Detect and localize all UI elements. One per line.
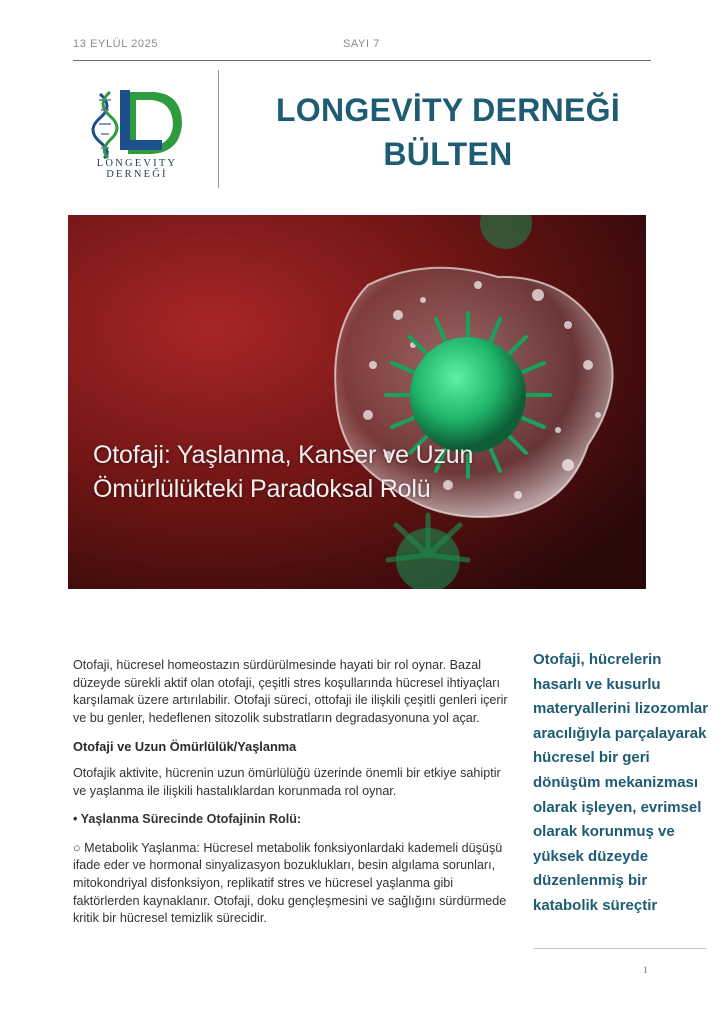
paragraph: Otofajik aktivite, hücrenin uzun ömürlülüğü üzerinde önemli bir etkiye sahiptir ve yaşlanma ile ilişkili hastalıklardan korunmada rol oynar.	[73, 765, 501, 798]
pull-quote: Otofaji, hücrelerin hasarlı ve kusurlu materyallerini lizozomlar aracılığıyla parçalayarak hücresel bir geri dönüşüm mekanizması olarak işleyen, evrimsel olarak korunmuş ve yüksek düzeyde düzenlenmiş bir katabolik süreçtir	[533, 651, 709, 914]
logo-text: LONGEVITY DERNEĞİ	[96, 158, 178, 180]
bullet-heading: • Yaşlanma Sürecinde Otofajinin Rolü:	[73, 812, 302, 827]
logo-mark-icon	[70, 80, 204, 160]
issue-date: 13 EYLÜL 2025	[73, 38, 159, 50]
title-line-2: BÜLTEN	[383, 136, 513, 172]
hero-image	[68, 215, 646, 589]
issue-number: SAYI 7	[343, 38, 381, 50]
header-divider	[218, 70, 219, 188]
page-number: 1	[643, 965, 648, 975]
hero-title: Otofaji: Yaşlanma, Kanser ve Uzun Ömürlülükteki Paradoksal Rolü	[93, 441, 474, 503]
page-title	[228, 88, 668, 176]
article-body	[73, 657, 515, 939]
header-rule	[73, 60, 651, 61]
section-heading: Otofaji ve Uzun Ömürlülük/Yaşlanma	[73, 739, 297, 755]
pull-quote-rule	[533, 948, 707, 949]
paragraph: Otofaji, hücresel homeostazın sürdürülmesinde hayati bir rol oynar. Bazal düzeyde sürekli aktif olan otofaji, çeşitli stres koşullarında hücresel ihtiyaçları karşılamak üzere artırılabilir. Otofaji süreci, ottofaji ile ilişkili çeşitli genleri içerir ve bu genler, hedeflenen sitozolik substratların degradasyonuna yol açar.	[73, 658, 508, 725]
virus-illustration-icon	[68, 215, 646, 589]
title-line-1: LONGEVİTY DERNEĞİ	[275, 92, 621, 128]
logo	[70, 80, 204, 190]
paragraph: ○ Metabolik Yaşlanma: Hücresel metabolik fonksiyonlardaki kademeli düşüşü ifade eder ve hormonal sinyalizasyon bozuklukları, besin algılama sorunları, mitokondriyal disfonksiyon, replikatif stres ve hücresel yaşlanma gibi faktörlerden kaynaklanır. Otofaji, doku gençleşmesini ve sağlığını sürdürmede kritik bir hücresel temizlik sürecidir.	[73, 840, 507, 926]
